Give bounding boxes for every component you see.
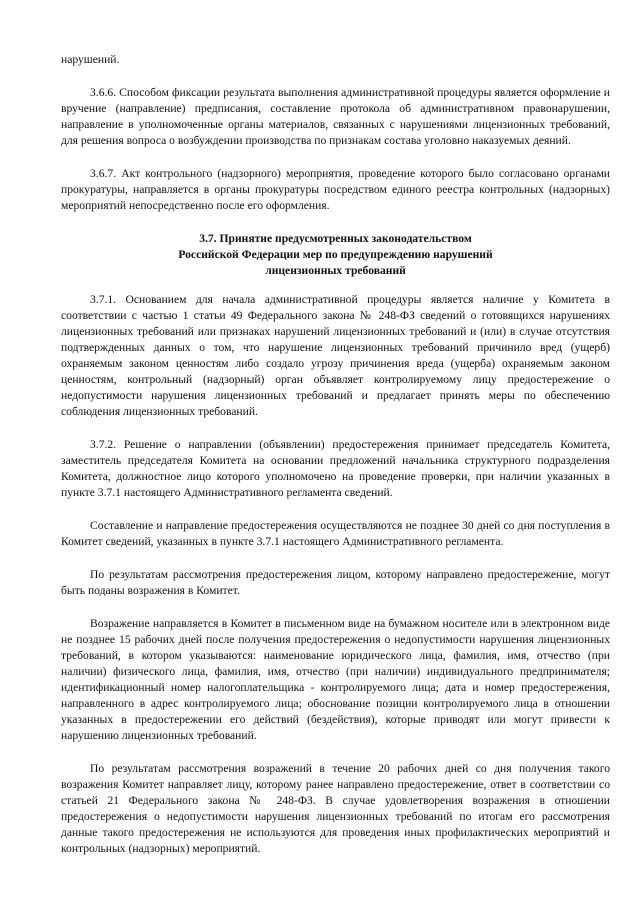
- paragraph-3-6-7: 3.6.7. Акт контрольного (надзорного) мероприятия, проведение которого было согласовано органами прокуратуры, направляется в органы прокуратуры посредством единого реестра контрольных (надзорных) мероприятий непосредственно после его оформления.: [61, 167, 610, 212]
- section-heading-line-1: 3.7. Принятие предусмотренных законодательством: [199, 232, 472, 245]
- paragraph-3-6-6: 3.6.6. Способом фиксации результата выполнения административной процедуры является оформление и вручение (направление) предписания, составление протокола об административном правонарушении, направление в уполномоченные органы материалов, связанных с нарушениями лицензионных требований, для решения вопроса о возбуждении производства по признакам состава уголовно наказуемых деяний.: [61, 86, 610, 147]
- paragraph-objection-form: Возражение направляется в Комитет в письменном виде на бумажном носителе или в электронном виде не позднее 15 рабочих дней после получения предостережения о недопустимости нарушения лицензионных требований, в котором указываются: наименование юридического лица, фамилия, имя, отчество (при наличии) физического лица, фамилия, имя, отчество (при наличии) индивидуального предпринимателя; идентификационный номер налогоплательщика - контролируемого лица; дата и номер предостережения, направленного в адрес контролируемого лица; обоснование позиции контролируемого лица в отношении указанных в предостережении его действий (бездействия), которые приводят или могут привести к нарушению лицензионных требований.: [61, 617, 610, 742]
- paragraph-objection-review: По результатам рассмотрения возражений в течение 20 рабочих дней со дня получения такого возражения Комитет направляет лицу, которому ранее направлено предостережение, ответ в соответствии со статьей 21 Федерального закона № 248-ФЗ. В случае удовлетворения возражения в отношении предостережения о недопустимости нарушения лицензионных требований по итогам его рассмотрения данные такого предостережения не используются для проведения иных профилактических мероприятий и контрольных (надзорных) мероприятий.: [61, 762, 610, 855]
- section-heading-line-2: Российской Федерации мер по предупреждению нарушений: [178, 248, 493, 261]
- section-heading-3-7: [61, 231, 610, 279]
- paragraph-3-7-1: 3.7.1. Основанием для начала административной процедуры является наличие у Комитета в соответствии с частью 1 статьи 49 Федерального закона № 248-ФЗ сведений о готовящихся нарушениях лицензионных требований или признаках нарушений лицензионных требований и (или) в случае отсутствия подтвержденных данных о том, что нарушение лицензионных требований причинило вред (ущерб) охраняемым законом ценностям либо создало угрозу причинения вреда (ущерба) охраняемым законом ценностям, контрольный (надзорный) орган объявляет контролируемому лицу предостережение о недопустимости нарушения лицензионных требований и предлагает принять меры по обеспечению соблюдения лицензионных требований.: [61, 293, 610, 418]
- paragraph-objections: По результатам рассмотрения предостережения лицом, которому направлено предостережение, могут быть поданы возражения в Комитет.: [61, 568, 610, 597]
- paragraph-fragment-top: нарушений.: [61, 53, 120, 66]
- section-heading-line-3: лицензионных требований: [265, 264, 406, 277]
- paragraph-3-7-2: 3.7.2. Решение о направлении (объявлении) предостережения принимает председатель Комитета, заместитель председателя Комитета на основании предложений начальника структурного подразделения Комитета, должностное лицо которого уполномочено на проведение проверки, при наличии указанных в пункте 3.7.1 настоящего Административного регламента сведений.: [61, 438, 610, 499]
- paragraph-drafting-deadline: Составление и направление предостережения осуществляются не позднее 30 дней со дня поступления в Комитет сведений, указанных в пункте 3.7.1 настоящего Административного регламента.: [61, 519, 610, 548]
